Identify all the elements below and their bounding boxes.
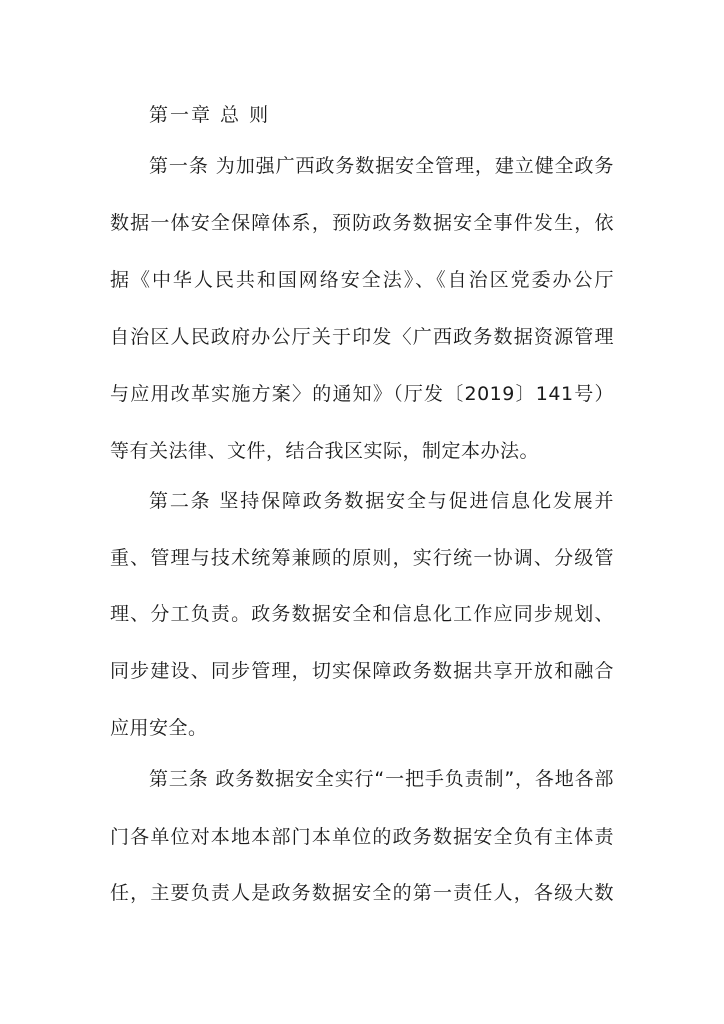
article-1-line-6: 等有关法律、文件，结合我区实际，制定本办法。: [110, 440, 540, 462]
article-2-line-4: 同步建设、同步管理，切实保障政务数据共享开放和融合: [110, 660, 614, 682]
article-2-line-1: 第二条 坚持保障政务数据安全与促进信息化发展并: [149, 490, 614, 512]
article-2-line-2: 重、管理与技术统筹兼顾的原则，实行统一协调、分级管: [110, 547, 614, 569]
article-1-line-5: 与应用改革实施方案〉的通知》（厅发〔2019〕141号）: [110, 383, 614, 405]
article-1-line-4: 自治区人民政府办公厅关于印发〈广西政务数据资源管理: [110, 326, 614, 348]
article-3-line-2: 门各单位对本地本部门本单位的政务数据安全负有主体责: [110, 826, 614, 848]
article-2-line-5: 应用安全。: [110, 717, 208, 739]
article-2-line-3: 理、分工负责。政务数据安全和信息化工作应同步规划、: [110, 603, 614, 625]
article-1-line-2: 数据一体安全保障体系，预防政务数据安全事件发生，依: [110, 212, 614, 234]
article-1-line-1: 第一条 为加强广西政务数据安全管理，建立健全政务: [149, 155, 614, 177]
article-1-line-3: 据《中华人民共和国网络安全法》、《自治区党委办公厅: [110, 269, 614, 291]
chapter-heading: 第一章 总 则: [149, 104, 271, 126]
article-3-line-3: 任，主要负责人是政务数据安全的第一责任人，各级大数: [110, 882, 614, 904]
article-3-line-1: 第三条 政务数据安全实行“一把手负责制”，各地各部: [149, 768, 614, 790]
